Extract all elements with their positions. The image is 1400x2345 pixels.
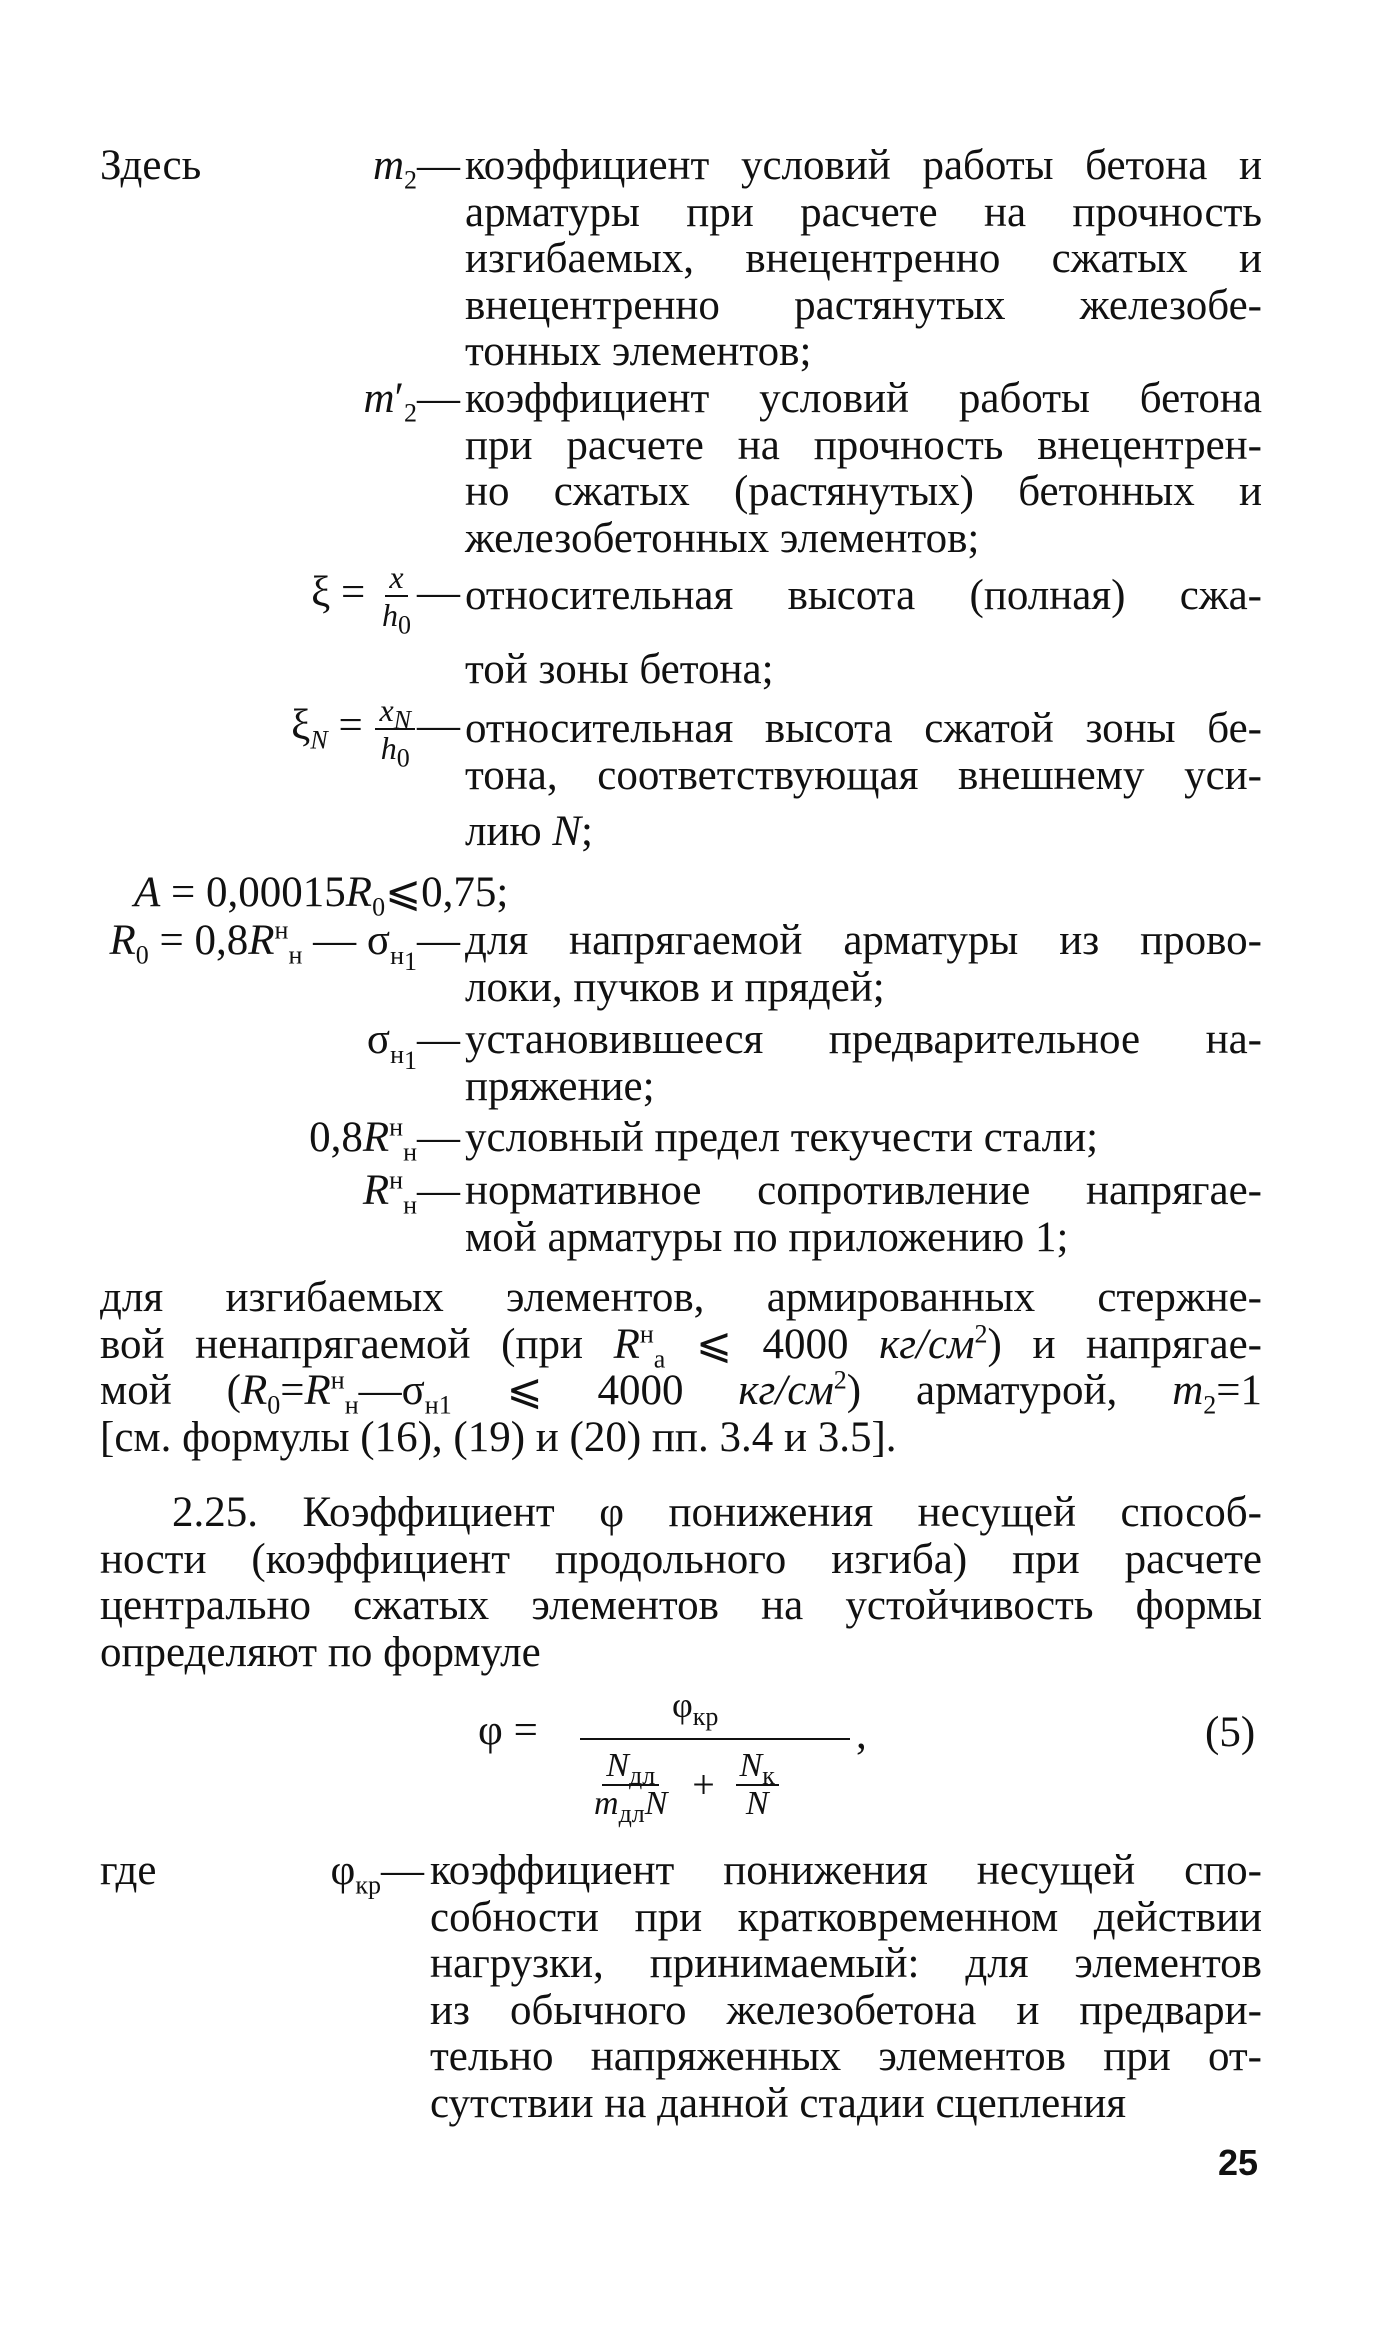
text-line: изгибаемых, внецентренно сжатых и [465, 235, 1262, 282]
page-number: 25 [1218, 2142, 1259, 2183]
formula-comma: , [856, 1711, 867, 1758]
text-line: определяют по формуле [100, 1628, 541, 1676]
text-line: локи, пучков и прядей; [465, 963, 885, 1011]
paragraph-reinforcement [100, 1275, 1262, 1461]
text-line: мой арматуры по приложению 1; [465, 1213, 1069, 1261]
text-line: коэффициент понижения несущей спо- [430, 1847, 1262, 1894]
text-line: арматуры при расчете на прочность [465, 188, 1262, 236]
definition-term: $0,8R^н_н—$ [309, 1112, 460, 1167]
definition-term: $R^н_н—$ [362, 1165, 460, 1220]
definition-description [465, 573, 1262, 721]
definition-term: $R_0 = 0,8R^н_н$ — $\sigma_{н_1}—$ [109, 915, 460, 976]
text-line: коэффициент условий работы бетона и [465, 142, 1262, 189]
definition-description [465, 143, 1262, 376]
text-line: [см. формулы (16), (19) и (20) пп. 3.4 и 3.5]. [100, 1413, 897, 1461]
text-line: тона, соответствующая внешнему уси- [465, 752, 1262, 799]
text-line: при расчете на прочность внецентрен- [465, 421, 1262, 469]
formula-den-b-num: $N_к$ [736, 1748, 779, 1786]
definition-term: ξ = $\frac{x}{h_0}$ — [311, 559, 460, 640]
text-line: ности (коэффициент продольного изгиба) при расчете [100, 1535, 1262, 1583]
text-line: установившееся предварительное на- [465, 1016, 1262, 1063]
definition-description [465, 1115, 1262, 1162]
text-line: для изгибаемых элементов, армированных стержне- [100, 1274, 1262, 1321]
text-line: пряжение; [465, 1062, 655, 1110]
definition-term: $m_2—$ [372, 142, 460, 195]
formula-denominator [588, 1747, 781, 1828]
equation-number: (5) [1205, 1709, 1256, 1756]
text-line: вой ненапрягаемой (при $R^н_а$ ⩽ 4000 $кг/см^2$) и напрягае- [100, 1319, 1262, 1374]
text-line: лию N; [465, 808, 593, 855]
text-line: условный предел текучести стали; [465, 1114, 1099, 1161]
text-line: сутствии на данной стадии сцепления [430, 2079, 1127, 2127]
intro-label: Здесь [100, 142, 202, 189]
definition-description [430, 1848, 1262, 2127]
formula-den-a-den: $m_{дл}N$ [594, 1785, 668, 1828]
text-line: нормативное сопротивление напрягае- [465, 1167, 1262, 1214]
formula-den-b-den: N [745, 1785, 769, 1822]
formula-main-bar [580, 1738, 850, 1740]
definition-term: $m'_2—$ [363, 375, 460, 428]
text-line: относительная высота сжатой зоны бе- [465, 705, 1262, 752]
definition-description [465, 1168, 1262, 1261]
formula-numerator: $\varphi_{кр}$ [672, 1685, 719, 1732]
text-line: собности при кратковременном действии [430, 1893, 1262, 1941]
definition-description [465, 918, 1262, 1011]
text-line: относительная высота (полная) сжа- [465, 572, 1262, 619]
definition-description [465, 376, 1262, 562]
definition-term: $\varphi_{кр}—$ [330, 1847, 424, 1900]
text-line: из обычного железобетона и предвари- [430, 1986, 1262, 2034]
text-line: но сжатых (растянутых) бетонных и [465, 468, 1262, 515]
text-line: центрально сжатых элементов на устойчивость формы [100, 1582, 1262, 1629]
where-label: где [100, 1847, 157, 1894]
text-line: тонных элементов; [465, 328, 812, 375]
paragraph-2-25 [100, 1490, 1262, 1676]
text-line: 2.25. Коэффициент φ понижения несущей способ- [172, 1489, 1262, 1536]
text-line: той зоны бетона; [465, 646, 774, 693]
text-line: нагрузки, принимаемый: для элементов [430, 1940, 1262, 1987]
formula-lhs: φ = [478, 1707, 538, 1754]
formula-plus: + [692, 1761, 715, 1807]
definition-term: $\xi_N$ = $\frac{x_N}{h_0}$ — [291, 692, 460, 773]
definition-description [465, 1017, 1262, 1110]
definition-term: $\sigma_{н_1}—$ [366, 1016, 460, 1075]
text-line: внецентренно растянутых железобе- [465, 281, 1262, 329]
text-line: тельно напряженных элементов при от- [430, 2033, 1262, 2080]
text-line: для напрягаемой арматуры из прово- [465, 917, 1262, 964]
text-line: железобетонных элементов; [465, 514, 980, 562]
definition-description [465, 706, 1262, 855]
text-line: коэффициент условий работы бетона [465, 375, 1262, 422]
formula-phi [440, 1660, 960, 1830]
formula-den-a-num: $N_{дл}$ [602, 1748, 659, 1786]
equation-a: $A = 0,00015R_0⩽0,75$; [134, 869, 509, 922]
text-line: мой ($R_0=R^н_н—\sigma_{н1}$ ⩽ 4000 $кг/см^2$) арматурой, $m_2=1$ [100, 1365, 1263, 1420]
